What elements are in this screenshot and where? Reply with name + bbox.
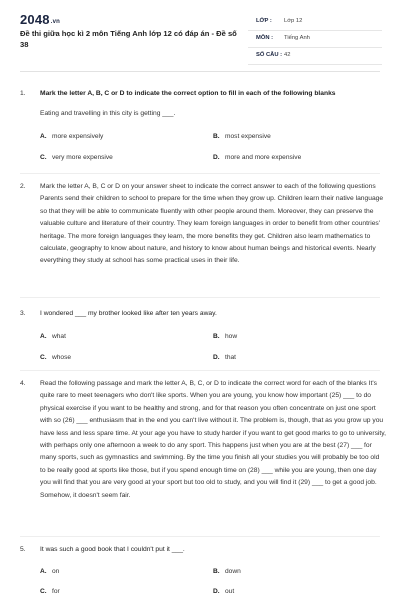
header-divider	[20, 71, 380, 72]
question-divider	[20, 536, 380, 537]
option-c[interactable]	[40, 352, 71, 364]
option-a[interactable]	[40, 331, 66, 343]
option-text: on	[52, 568, 60, 575]
question-number: 1.	[20, 90, 26, 97]
page-header	[0, 0, 400, 62]
option-d[interactable]	[213, 586, 234, 598]
option-letter: A.	[40, 133, 47, 140]
question-2	[20, 181, 384, 293]
page-title: Đề thi giữa học kì 2 môn Tiếng Anh lớp 12 có đáp án - Đề số 38	[20, 29, 237, 49]
meta-key: LỚP :	[256, 18, 272, 24]
option-letter: B.	[213, 133, 220, 140]
option-letter: C.	[40, 154, 47, 161]
question-number: 5.	[20, 546, 26, 553]
meta-key: MÔN :	[256, 35, 274, 41]
option-c[interactable]	[40, 152, 113, 164]
question-number: 3.	[20, 310, 26, 317]
question-3	[20, 308, 380, 368]
meta-row-subject	[248, 31, 382, 48]
option-letter: D.	[213, 588, 220, 595]
option-letter: D.	[213, 354, 220, 361]
option-text: more expensively	[52, 133, 104, 140]
question-divider	[20, 173, 380, 174]
question-stem: I wondered ___ my brother looked like after ten years away.	[40, 310, 217, 317]
meta-value: 42	[284, 52, 291, 58]
option-b[interactable]	[213, 566, 241, 578]
option-b[interactable]	[213, 331, 237, 343]
question-4	[20, 378, 386, 528]
option-d[interactable]	[213, 352, 236, 364]
meta-key: SỐ CÂU :	[256, 52, 283, 58]
option-a[interactable]	[40, 566, 59, 578]
option-letter: C.	[40, 354, 47, 361]
logo-tld: .vn	[50, 19, 61, 25]
option-text: more and more expensive	[225, 154, 302, 161]
option-letter: C.	[40, 588, 47, 595]
question-passage: Read the following passage and mark the letter A, B, C, or D to indicate the correct word for each of the blanks It's quite rare to meet teenagers who don't like sports. When you are young, you know how important (25) ___ to do physical exercise if you want to be healthy and strong, and for that reason you often concentrate on just one sport with so (26) ___ enthusiasm that in the end you can't live without it. The problem is, though, that as you grow up you have less and less spare time. At your age you have to study harder if you want to get good marks to go to university, with perhaps only one afternoon a week to do any sport. This happens just when you are at the best (27) ___ for many sports, such as gymnastics and swimming. By the time you finish all your studies you will probably be too old to be really good at sports like those, but if you spend enough time on (28) ___ while you are young, then one day you will find that you are very good at your sport but too old to study, and you will find it (29) ___ to get a good job. Somehow, it doesn't seem fair.	[40, 380, 386, 499]
option-text: out	[225, 588, 235, 595]
question-5	[20, 544, 380, 600]
question-stem: Mark the letter A, B, C or D to indicate the correct option to fill in each of the following blanks	[40, 90, 336, 97]
option-b[interactable]	[213, 131, 271, 143]
logo-text: 2048	[20, 12, 50, 27]
meta-value: Tiếng Anh	[284, 35, 310, 41]
option-text: for	[52, 588, 60, 595]
meta-row-class	[248, 14, 382, 31]
option-a[interactable]	[40, 131, 103, 143]
question-divider	[20, 370, 380, 371]
option-letter: A.	[40, 568, 47, 575]
option-letter: B.	[213, 568, 220, 575]
question-number: 2.	[20, 183, 26, 190]
option-text: very more expensive	[52, 154, 113, 161]
option-c[interactable]	[40, 586, 60, 598]
option-d[interactable]	[213, 152, 301, 164]
question-divider	[20, 297, 380, 298]
question-passage: Mark the letter A, B, C or D on your answer sheet to indicate the correct answer to each of the following questions Parents send their children to school to prepare for the time when they grow up. Children learn their native language so that they will be able to communicate fluently with other people around them. Moreover, they can preserve the valuable culture and literature of their country. They learn foreign languages in order to benefit from other countries' heritage. The more foreign languages they learn, the more benefits they get. Children also learn mathematics to calculate, geography to know about nature, and history to know about human beings and historical events. Nearly everything they study at school has some practical uses in their life.	[40, 183, 384, 265]
option-letter: A.	[40, 333, 47, 340]
option-text: that	[225, 354, 236, 361]
question-number: 4.	[20, 380, 26, 387]
option-text: most expensive	[225, 133, 271, 140]
question-sentence: Eating and travelling in this city is getting ___.	[40, 110, 176, 117]
site-logo[interactable]	[20, 12, 60, 27]
option-text: whose	[52, 354, 72, 361]
question-stem: It was such a good book that I couldn't put it ___.	[40, 546, 185, 553]
option-text: what	[52, 333, 66, 340]
meta-value: Lớp 12	[284, 18, 303, 24]
meta-row-question-count	[248, 48, 382, 65]
option-text: how	[225, 333, 238, 340]
question-1	[20, 88, 380, 168]
option-letter: B.	[213, 333, 220, 340]
option-text: down	[225, 568, 241, 575]
option-letter: D.	[213, 154, 220, 161]
exam-meta-table	[248, 14, 382, 65]
